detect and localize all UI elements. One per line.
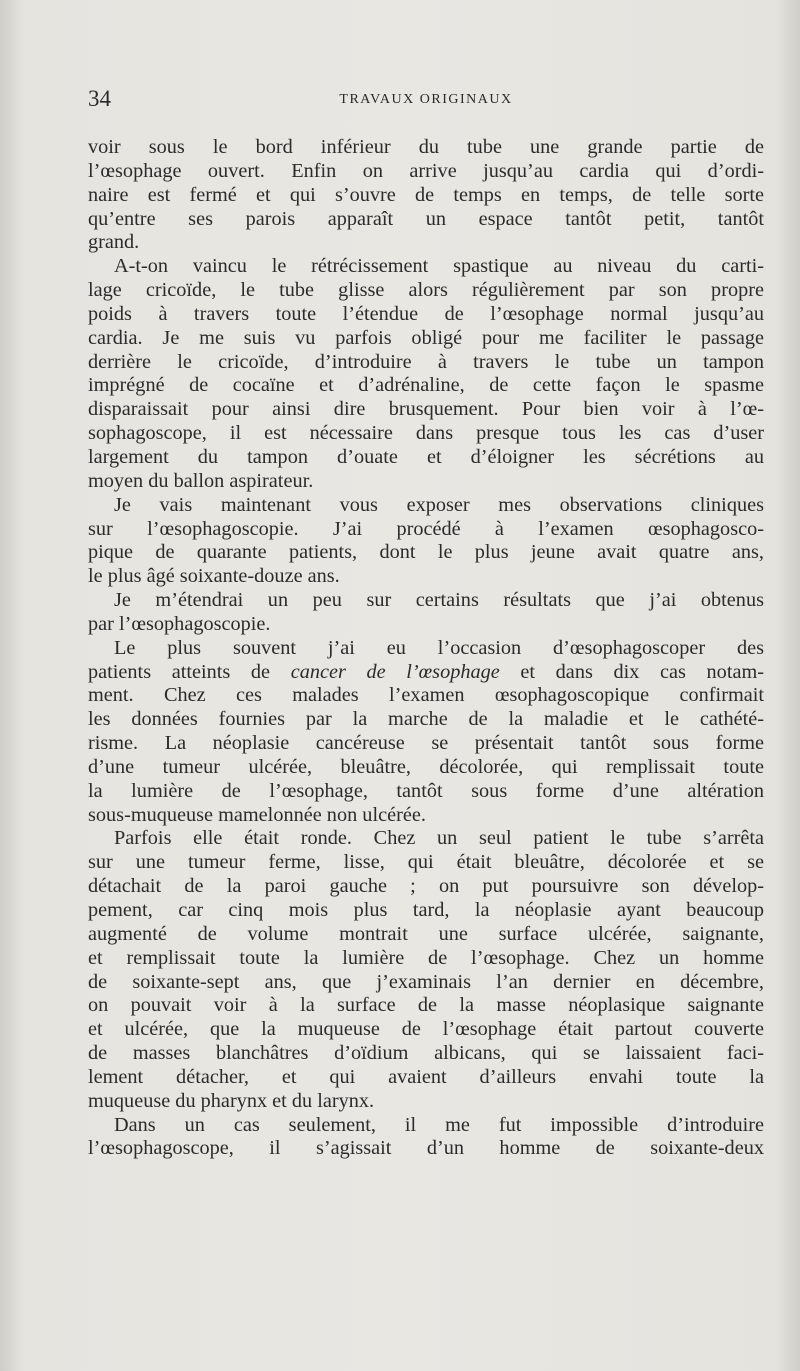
paragraph-2 (88, 255, 764, 493)
text-line: lement détacher, et qui avaient d’ailleurs envahi toute la (88, 1065, 764, 1088)
text-line: l’œsophagoscope, il s’agissait d’un homme de soixante-deux (88, 1137, 764, 1160)
text-line: sur une tumeur ferme, lisse, qui était bleuâtre, décolorée et se (88, 851, 764, 874)
text-line: naire est fermé et qui s’ouvre de temps en temps, de telle sorte (88, 183, 764, 206)
text-line: Dans un cas seulement, il me fut impossible d’introduire (114, 1113, 764, 1136)
italic-phrase: cancer de l’œsophage (290, 660, 500, 683)
text-line: d’une tumeur ulcérée, bleuâtre, décolorée, qui remplissait toute (88, 755, 764, 778)
page-header (88, 86, 764, 120)
paragraph-3 (88, 494, 764, 589)
text-fragment: patients atteints de (88, 660, 291, 683)
text-line: ment. Chez ces malades l’examen œsophagoscopique confirmait (88, 684, 764, 707)
text-line: Je m’étendrai un peu sur certains résultats que j’ai obtenus (114, 589, 764, 612)
text-line: on pouvait voir à la surface de la masse néoplasique saignante (88, 994, 764, 1017)
paragraph-4 (88, 589, 764, 637)
text-line: risme. La néoplasie cancéreuse se présentait tantôt sous forme (88, 732, 764, 755)
text-line: imprégné de cocaïne et d’adrénaline, de cette façon le spasme (88, 374, 764, 397)
running-head: TRAVAUX ORIGINAUX (339, 92, 513, 107)
text-line: et remplissait toute la lumière de l’œsophage. Chez un homme (88, 946, 764, 969)
text-line: le plus âgé soixante-douze ans. (88, 565, 340, 588)
text-line: largement du tampon d’ouate et d’éloigner les sécrétions au (88, 445, 764, 468)
text-line: la lumière de l’œsophage, tantôt sous forme d’une altération (88, 779, 764, 802)
text-line: pique de quarante patients, dont le plus jeune avait quatre ans, (88, 541, 764, 564)
text-line: par l’œsophagoscopie. (88, 612, 271, 635)
text-line: pement, car cinq mois plus tard, la néoplasie ayant beaucoup (88, 899, 764, 921)
text-line-with-italic (88, 661, 764, 685)
text-fragment: et dans dix cas notam- (499, 660, 764, 683)
text-line: moyen du ballon aspirateur. (88, 469, 314, 492)
paragraph-6 (88, 827, 764, 1113)
text-line: sophagoscope, il est nécessaire dans presque tous les cas d’user (88, 422, 764, 445)
text-line: Parfois elle était ronde. Chez un seul patient le tube s’arrêta (114, 827, 764, 850)
text-line: de soixante-sept ans, que j’examinais l’an dernier en décembre, (88, 970, 764, 993)
text-line: qu’entre ses parois apparaît un espace tantôt petit, tantôt (88, 207, 764, 230)
paragraph-1 (88, 136, 764, 255)
text-line: Le plus souvent j’ai eu l’occasion d’œsophagoscoper des (114, 636, 764, 659)
text-line: détachait de la paroi gauche ; on put poursuivre son dévelop- (88, 875, 764, 898)
text-line: sur l’œsophagoscopie. J’ai procédé à l’examen œsophagosco- (88, 517, 764, 540)
text-line: l’œsophage ouvert. Enfin on arrive jusqu’au cardia qui d’ordi- (88, 159, 764, 182)
text-line: sous-muqueuse mamelonnée non ulcérée. (88, 803, 426, 826)
text-line: muqueuse du pharynx et du larynx. (88, 1089, 375, 1112)
text-line: poids à travers toute l’étendue de l’œsophage normal jusqu’au (88, 302, 764, 325)
text-line: A-t-on vaincu le rétrécissement spastique au niveau du carti- (114, 255, 764, 278)
body-text (88, 136, 764, 1161)
text-line: augmenté de volume montrait une surface ulcérée, saignante, (88, 922, 764, 945)
text-line: derrière le cricoïde, d’introduire à travers le tube un tampon (88, 350, 764, 373)
text-line: Je vais maintenant vous exposer mes observations cliniques (114, 493, 764, 516)
text-line: grand. (88, 231, 140, 254)
text-line: lage cricoïde, le tube glisse alors régulièrement par son propre (88, 279, 764, 302)
text-line: de masses blanchâtres d’oïdium albicans, qui se laissaient faci- (88, 1042, 764, 1065)
page-number: 34 (88, 86, 111, 111)
text-line: cardia. Je me suis vu parfois obligé pour me faciliter le passage (88, 326, 764, 349)
text-line: voir sous le bord inférieur du tube une grande partie de (88, 136, 764, 158)
text-line: disparaissait pour ainsi dire brusquement. Pour bien voir à l’œ- (88, 398, 764, 421)
paragraph-5 (88, 637, 764, 828)
paragraph-7 (88, 1114, 764, 1162)
text-line: et ulcérée, que la muqueuse de l’œsophage était partout couverte (88, 1018, 764, 1041)
text-line: les données fournies par la marche de la maladie et le cathété- (88, 708, 764, 731)
